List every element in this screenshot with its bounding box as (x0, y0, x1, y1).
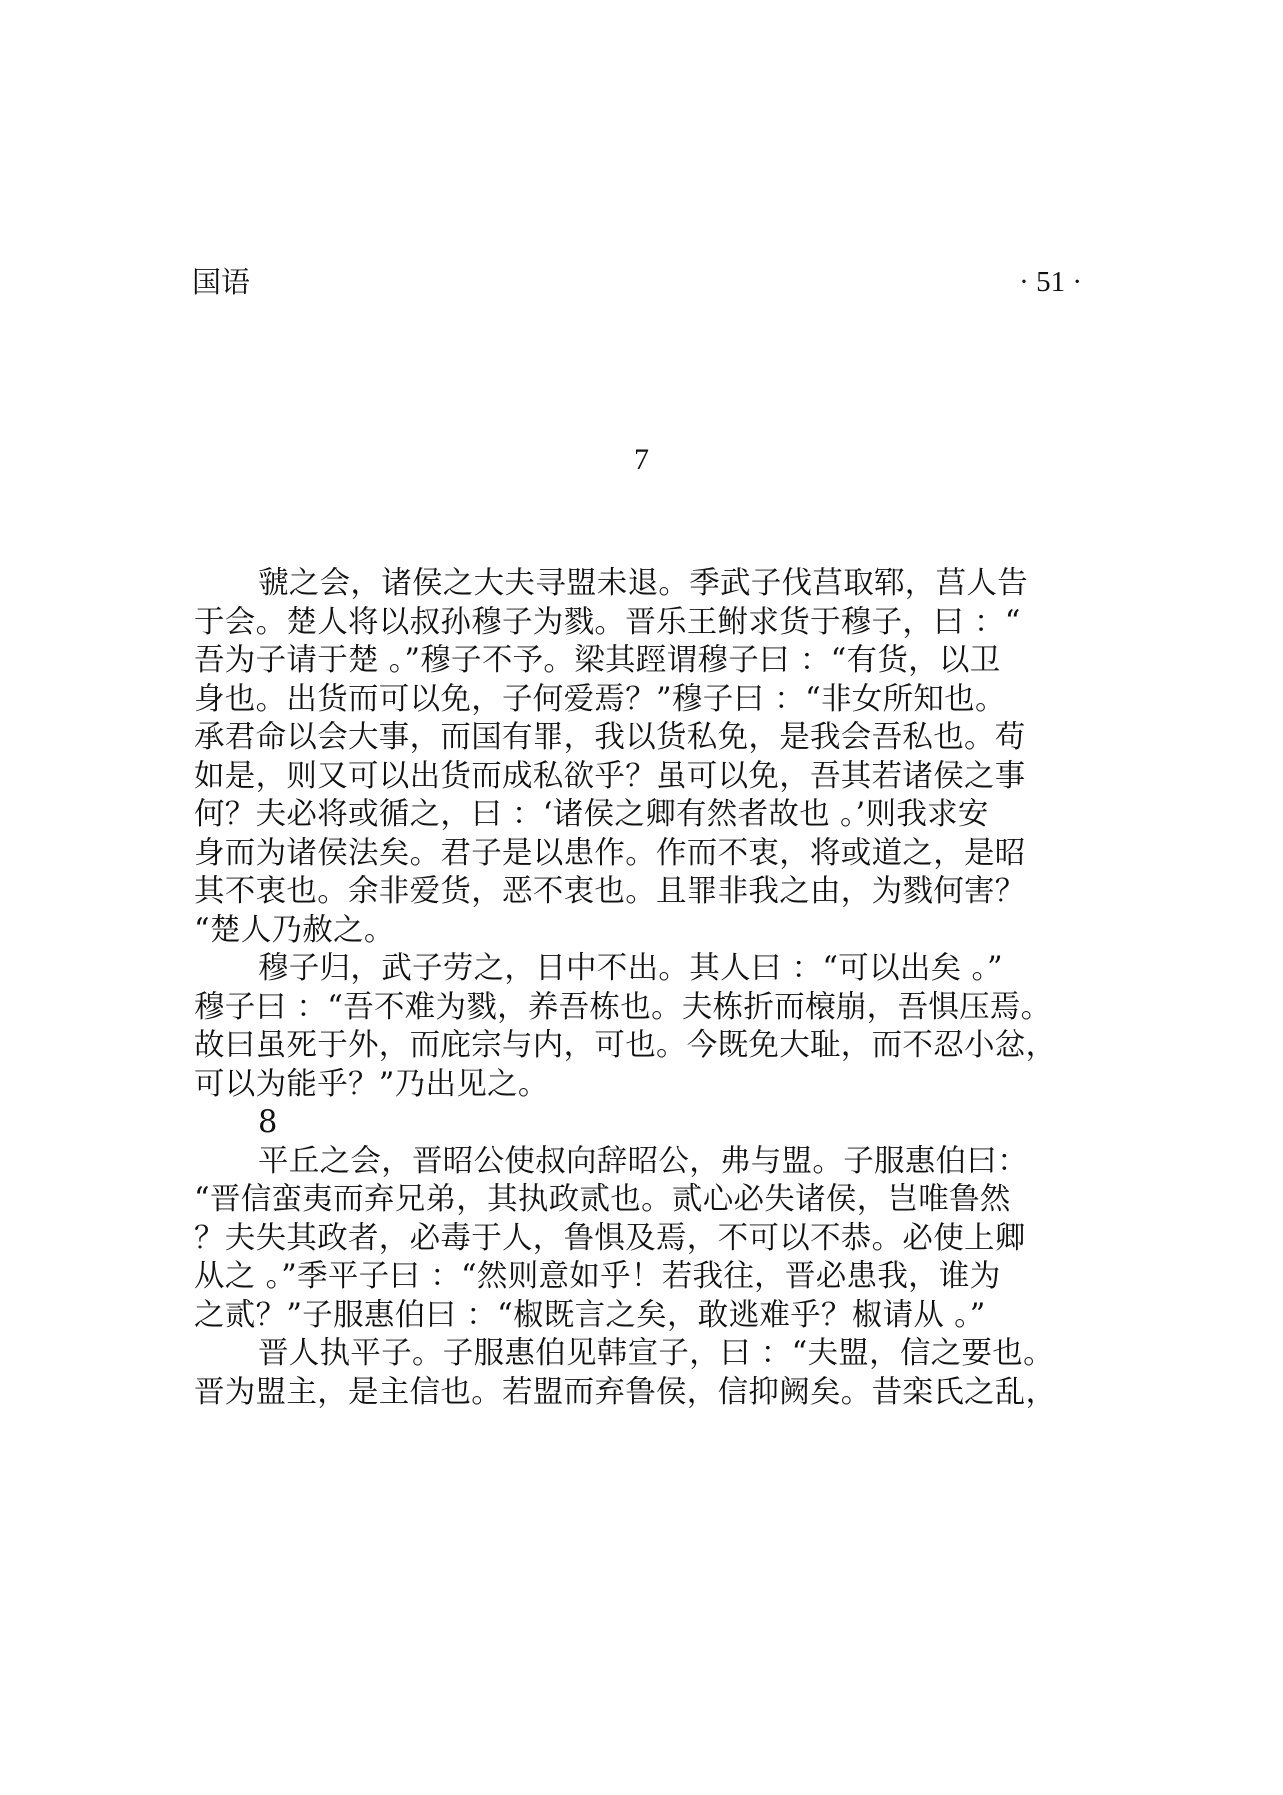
text-line: ？夫失其政者，必毒于人，鲁惧及焉，不可以不恭。必使上卿 (194, 1220, 1026, 1256)
running-header (192, 262, 1082, 302)
text-line: “楚人乃赦之。 (194, 912, 395, 948)
text-line: 穆子归，武子劳之，日中不出。其人曰 ：“可以出矣 。” (258, 951, 1003, 986)
text-line: 虢之会，诸侯之大夫寻盟未退。季武子伐莒取郓，莒人告 (258, 566, 1028, 601)
text-line: 身而为诸侯法矣。君子是以患作。作而不衷，将或道之，是昭 (194, 835, 1026, 871)
text-line: “晋信蛮夷而弃兄弟，其执政贰也。贰心必失诸侯，岂唯鲁然 (194, 1182, 1011, 1217)
text-line: 晋人执平子。子服惠伯见韩宣子，曰 ：“夫盟，信之要也。 (258, 1336, 1054, 1371)
text-line: 其不衷也。余非爱货，恶不衷也。且罪非我之由，为戮何害？ (194, 874, 1026, 909)
text-line: 身也。出货而可以免，子何爱焉？”穆子曰 ：“非女所知也。 (194, 681, 1006, 717)
text-line: 从之 。”季平子曰 ：“然则意如乎！若我往，晋必患我，谁为 (194, 1259, 1001, 1294)
text-line: 晋为盟主，是主信也。若盟而弃鲁侯，信抑阙矣。昔栾氏之乱， (194, 1374, 1057, 1410)
book-title: 国语 (192, 265, 251, 299)
text-line: 平丘之会，晋昭公使叔向辞昭公，弗与盟。子服惠伯曰： (258, 1143, 1028, 1179)
page-number: · 51 · (1019, 266, 1082, 298)
text-line: 吾为子请于楚 。”穆子不予。梁其踁谓穆子曰 ：“有货，以卫 (194, 643, 1001, 678)
text-line: 穆子曰 ：“吾不难为戮，养吾栋也。夫栋折而榱崩，吾惧压焉。 (194, 989, 1052, 1025)
text-line: 于会。楚人将以叔孙穆子为戮。晋乐王鲋求货于穆子，曰 ：“ (194, 604, 1021, 640)
text-line: 之贰？”子服惠伯曰 ：“椒既言之矣，敢逃难乎？椒请从 。” (194, 1297, 986, 1333)
text-line: 承君命以会大事，而国有罪，我以货私免，是我会吾私也。苟 (194, 720, 1026, 755)
body-text (194, 565, 1104, 1412)
text-line: 故曰虽死于外，而庇宗与内，可也。今既免大耻，而不忍小忿， (194, 1028, 1057, 1063)
section-heading: 7 (634, 443, 649, 476)
section-number-inline: 8 (258, 1105, 278, 1140)
text-line: 何？夫必将或循之，曰 ：‘诸侯之卿有然者故也 。’则我求安 (194, 797, 989, 832)
text-line: 如是，则又可以出货而成私欲乎？虽可以免，吾其若诸侯之事 (194, 758, 1026, 794)
text-line: 可以为能乎？”乃出见之。 (194, 1066, 549, 1102)
